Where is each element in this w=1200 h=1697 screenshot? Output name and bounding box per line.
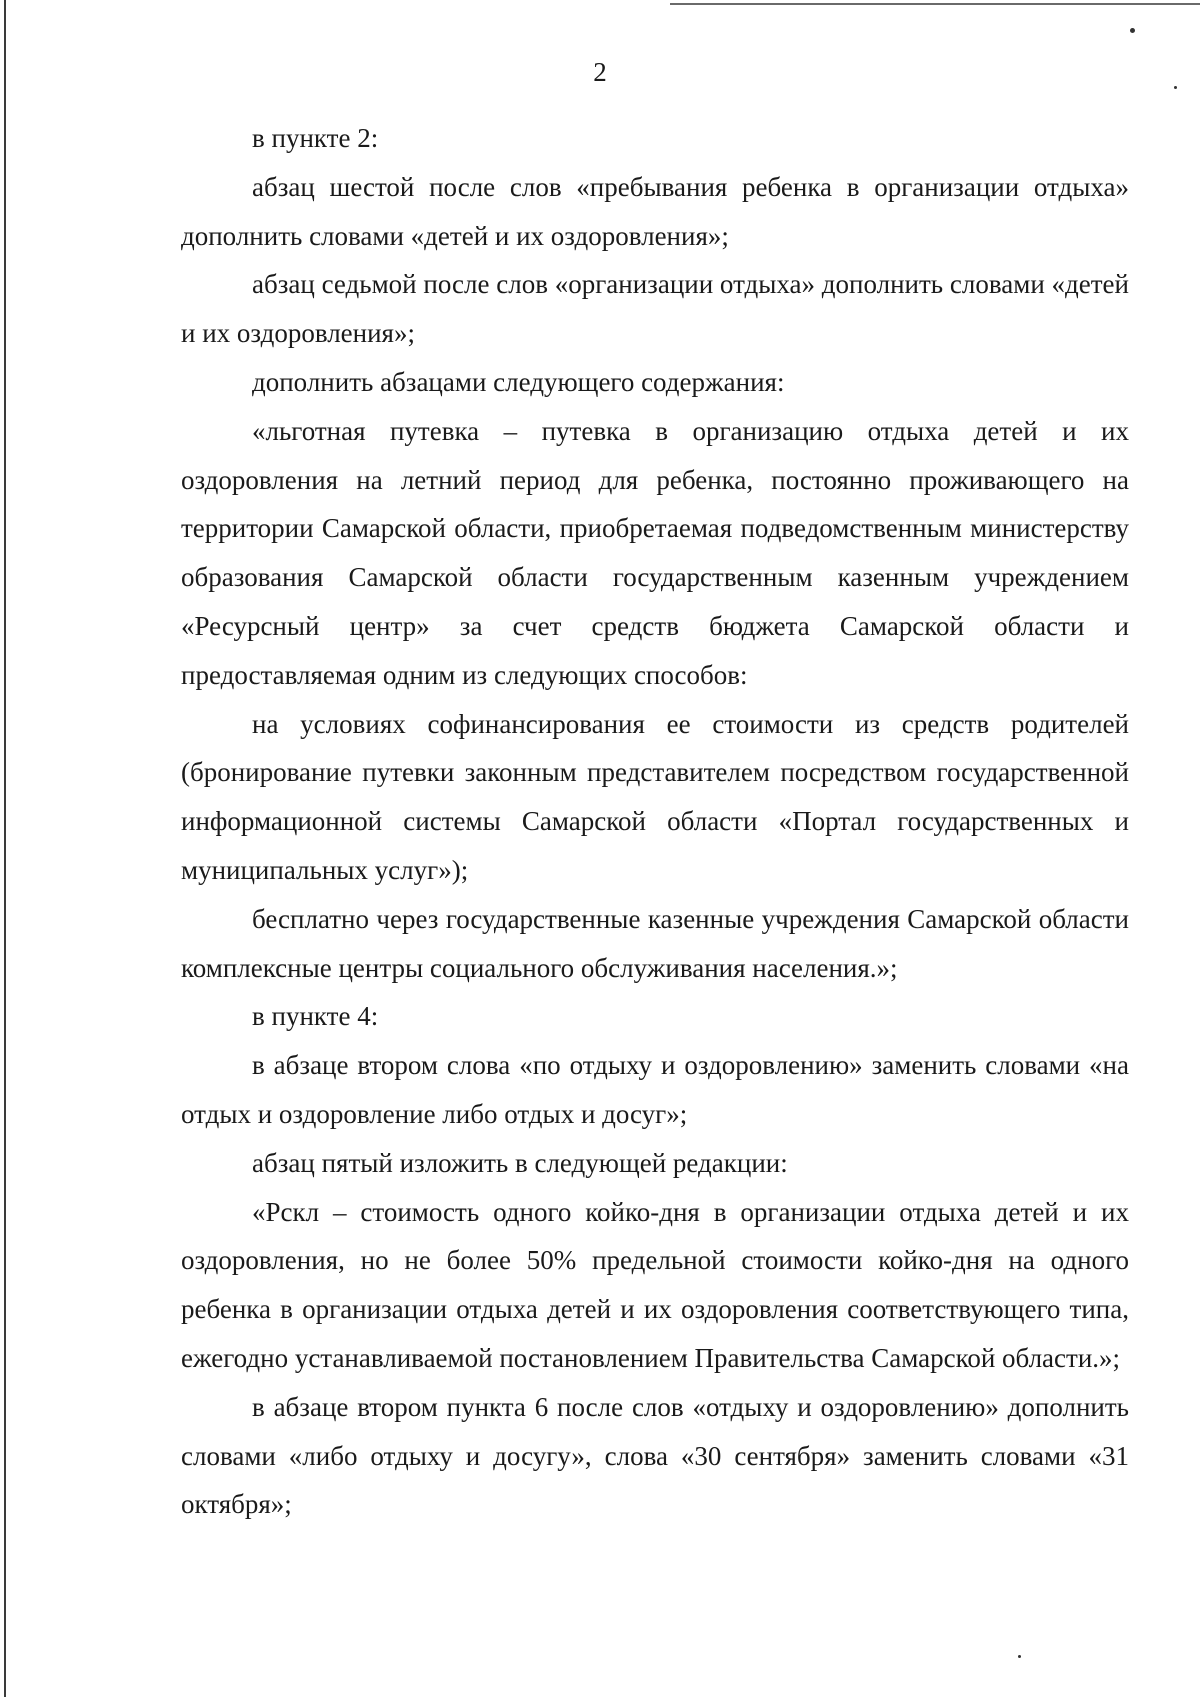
paragraph: в пункте 2:: [252, 123, 379, 153]
scan-speck: [1130, 28, 1135, 33]
paragraph: «Рскл – стоимость одного койко-дня в организации отдыха детей и их оздоровления, но не более 50% предельной стоимости койко-дня на одного ребенка в организации отдыха детей и их оздоровления соответствующего типа, ежегодно устанавливаемой постановлением Правительства Самарской области.»;: [181, 1196, 1129, 1373]
paragraph: «льготная путевка – путевка в организацию отдыха детей и их оздоровления на летний период для ребенка, постоянно проживающего на территории Самарской области, приобретаемая подведомственным министерству образования Самарской области государственным казенным учреждением «Ресурсный центр» за счет средств бюджета Самарской области и предоставляемая одним из следующих способов:: [181, 415, 1129, 690]
paragraph: в абзаце втором пункта 6 после слов «отдыху и оздоровлению» дополнить словами «либо отдыху и досугу», слова «30 сентября» заменить словами «31 октября»;: [181, 1391, 1129, 1520]
scan-speck: [1018, 1655, 1021, 1658]
page-number: 2: [593, 57, 607, 87]
scan-top-border: [670, 3, 1200, 5]
paragraph: на условиях софинансирования ее стоимости из средств родителей (бронирование путевки законным представителем посредством государственной информационной системы Самарской области «Портал государственных и муниципальных услуг»);: [181, 708, 1129, 885]
paragraph: абзац седьмой после слов «организации отдыха» дополнить словами «детей и их оздоровления»;: [181, 269, 1129, 349]
paragraph: дополнить абзацами следующего содержания:: [252, 366, 785, 397]
paragraph: абзац пятый изложить в следующей редакции:: [252, 1147, 788, 1178]
document-body: [181, 114, 1129, 1529]
scan-left-border: [4, 0, 6, 1697]
paragraph: в абзаце втором слова «по отдыху и оздоровлению» заменить словами «на отдых и оздоровление либо отдых и досуг»;: [181, 1050, 1129, 1129]
paragraph: бесплатно через государственные казенные учреждения Самарской области комплексные центры социального обслуживания населения.»;: [181, 903, 1129, 983]
paragraph: в пункте 4:: [252, 1001, 379, 1032]
paragraph: абзац шестой после слов «пребывания ребенка в организации отдыха» дополнить словами «детей и их оздоровления»;: [181, 171, 1129, 251]
